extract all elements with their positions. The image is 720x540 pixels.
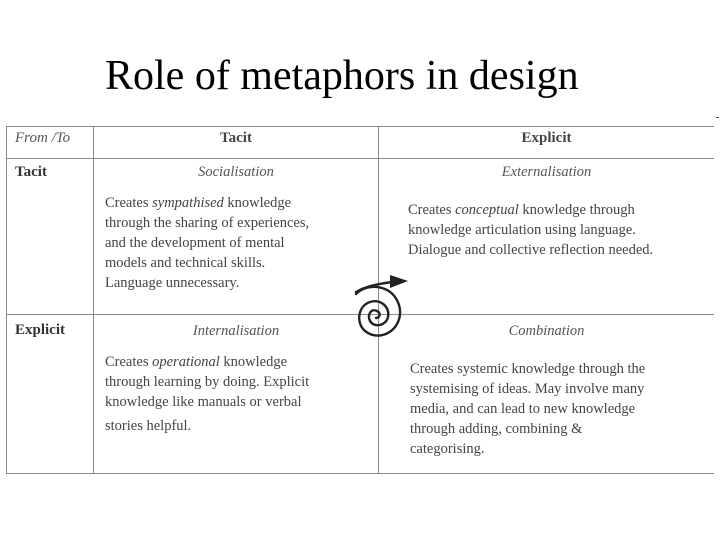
cell-line: through adding, combining &: [410, 421, 583, 437]
column-header-explicit: Explicit: [521, 130, 572, 146]
cell-line: knowledge articulation using language.: [408, 222, 636, 238]
cell-line: Creates operational knowledge: [105, 354, 288, 370]
cell-line: through learning by doing. Explicit: [105, 374, 310, 390]
slide-title: Role of metaphors in design: [105, 53, 579, 99]
cell-body-internalisation: [105, 352, 377, 436]
column-header-tacit: Tacit: [220, 130, 252, 146]
cell-line: categorising.: [410, 441, 485, 457]
cell-line: models and technical skills.: [105, 255, 266, 271]
cell-line: and the development of mental: [105, 235, 285, 251]
table-border-left: [6, 126, 7, 474]
mode-internalisation: Internalisation: [192, 323, 280, 339]
cell-line: systemising of ideas. May involve many: [410, 381, 645, 397]
mode-externalisation: Externalisation: [501, 164, 592, 180]
table-border-bottom: [6, 473, 714, 474]
cell-line: Creates conceptual knowledge through: [408, 202, 635, 218]
cell-line: knowledge like manuals or verbal: [105, 394, 302, 410]
cell-body-combination: [410, 359, 713, 459]
cell-line: through the sharing of experiences,: [105, 215, 310, 231]
table-border-top: [6, 126, 714, 127]
spiral-icon: [332, 270, 422, 360]
row-label-tacit: Tacit: [15, 164, 47, 180]
cell-body-externalisation: [408, 200, 713, 260]
cell-line: Creates systemic knowledge through the: [410, 361, 646, 377]
cell-line: stories helpful.: [105, 418, 192, 434]
knowledge-conversion-table: [6, 126, 714, 474]
header-divider: [6, 158, 714, 159]
cell-line: media, and can lead to new knowledge: [410, 401, 636, 417]
cell-line: Creates sympathised knowledge: [105, 195, 292, 211]
edge-mark: [716, 117, 719, 118]
row-label-explicit: Explicit: [15, 322, 66, 338]
cell-line: Dialogue and collective reflection needed.: [408, 242, 654, 258]
corner-header: From /To: [15, 130, 71, 146]
mode-combination: Combination: [508, 323, 585, 339]
mode-socialisation: Socialisation: [198, 164, 274, 180]
cell-line: Language unnecessary.: [105, 275, 240, 291]
